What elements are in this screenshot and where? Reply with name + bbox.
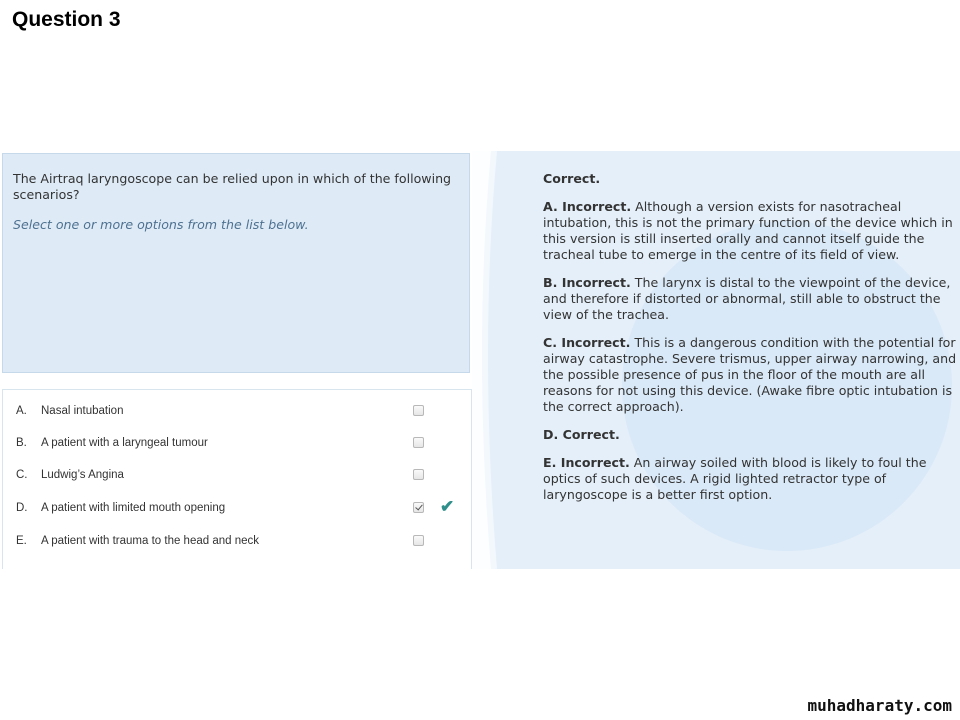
feedback-item-c	[543, 335, 960, 415]
feedback-item-label: C. Incorrect.	[543, 335, 631, 350]
instruction-text: Select one or more options from the list below.	[13, 217, 309, 232]
option-checkbox-a[interactable]	[413, 405, 424, 416]
option-label: Ludwig’s Angina	[41, 469, 124, 481]
feedback-item-a	[543, 199, 960, 263]
option-letter: D.	[16, 502, 28, 514]
question-panel	[2, 153, 470, 373]
feedback-item-d	[543, 427, 960, 443]
question-text: The Airtraq laryngoscope can be relied upon in which of the following scenarios?	[13, 171, 452, 202]
decorative-swoosh	[472, 151, 532, 569]
feedback-item-label: A. Incorrect.	[543, 199, 632, 214]
option-checkbox-e[interactable]	[413, 535, 424, 546]
option-label: A patient with trauma to the head and neck	[41, 535, 260, 547]
option-label: A patient with limited mouth opening	[41, 502, 226, 514]
option-checkbox-b[interactable]	[413, 437, 424, 448]
feedback-content	[543, 171, 960, 515]
option-label: A patient with a laryngeal tumour	[41, 437, 208, 449]
option-row-d[interactable]	[3, 497, 471, 521]
site-watermark: muhadharaty.com	[807, 696, 952, 715]
option-letter: A.	[16, 405, 27, 417]
feedback-verdict: Correct.	[543, 171, 601, 186]
feedback-item-label: D. Correct.	[543, 427, 620, 442]
feedback-panel	[472, 151, 960, 569]
option-label: Nasal intubation	[41, 405, 124, 417]
option-row-a[interactable]	[3, 400, 471, 424]
feedback-item-text: Although a version exists for nasotracheal intubation, this is not the primary function of the device which in this version is still inserted orally and cannot itself guide the tracheal tube to emerge in the centre of its field of view.	[543, 199, 953, 262]
feedback-item-text: This is a dangerous condition with the potential for airway catastrophe. Severe trismus, upper airway narrowing, and the possible presence of pus in the floor of the mouth are all reasons for not using this device. (Awake fibre optic intubation is the correct approach).	[543, 335, 957, 414]
option-letter: C.	[16, 469, 28, 481]
option-letter: B.	[16, 437, 27, 449]
feedback-item-text: An airway soiled with blood is likely to foul the optics of such devices. A rigid lighted retractor type of laryngoscope is a better first option.	[543, 455, 927, 502]
feedback-item-b	[543, 275, 960, 323]
feedback-item-label: B. Incorrect.	[543, 275, 631, 290]
option-checkbox-c[interactable]	[413, 469, 424, 480]
options-list	[2, 389, 472, 569]
slide-title: Question 3	[12, 8, 121, 31]
option-row-c[interactable]	[3, 464, 471, 488]
option-letter: E.	[16, 535, 27, 547]
feedback-item-text: The larynx is distal to the viewpoint of the device, and therefore if distorted or abnormal, still able to obstruct the view of the trachea.	[543, 275, 951, 322]
option-row-e[interactable]	[3, 530, 471, 554]
option-checkbox-d[interactable]	[413, 502, 424, 513]
option-row-b[interactable]	[3, 432, 471, 456]
correct-check-icon: ✔	[440, 497, 455, 516]
feedback-item-e	[543, 455, 960, 503]
feedback-item-label: E. Incorrect.	[543, 455, 630, 470]
